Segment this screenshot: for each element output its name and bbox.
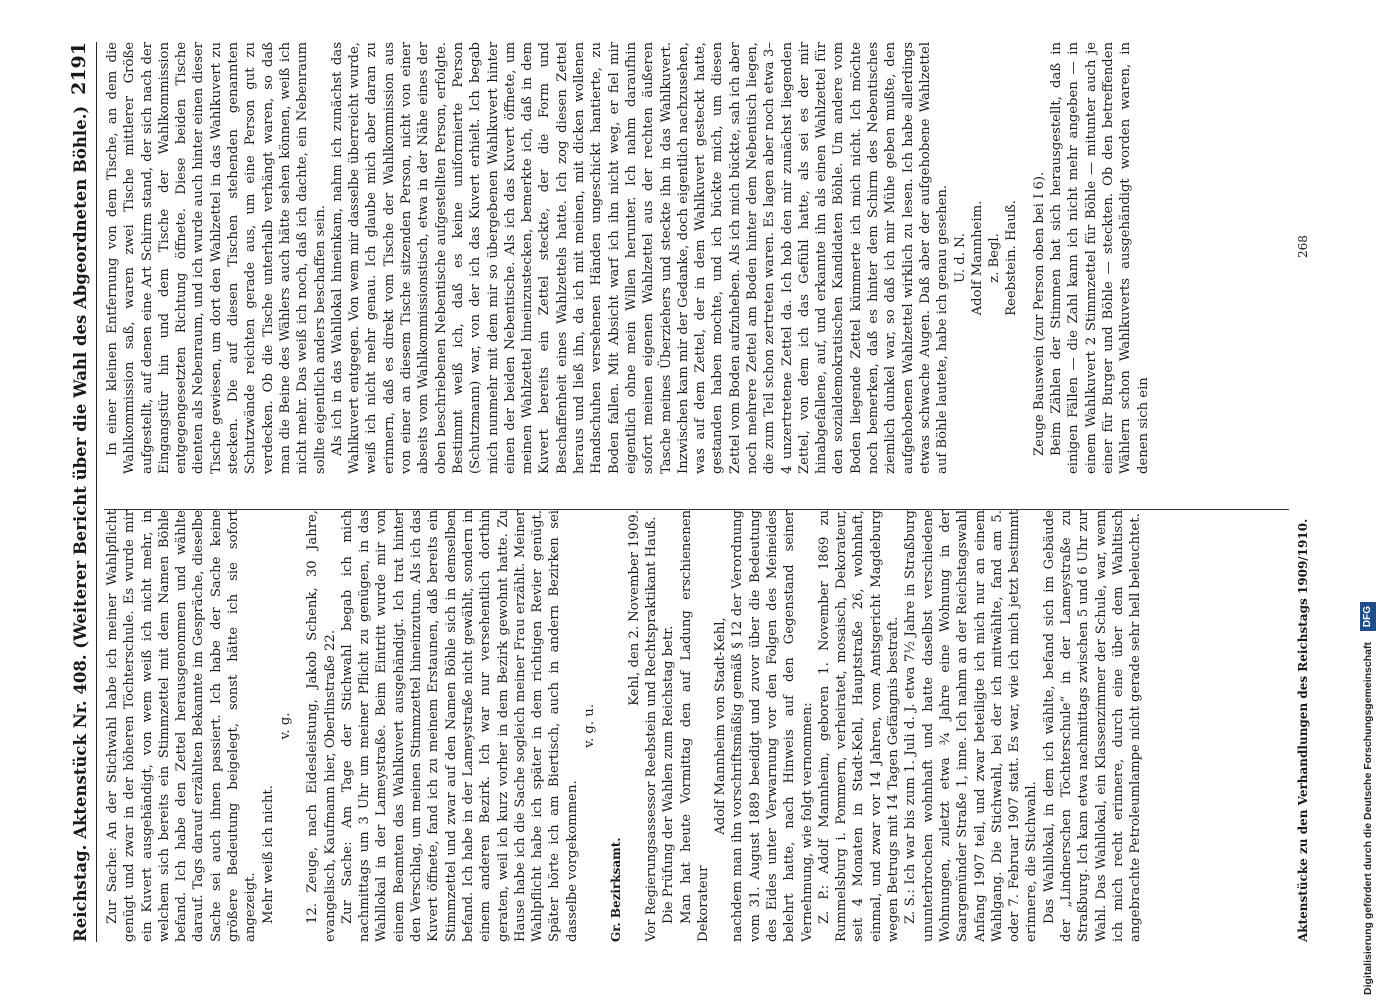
header-title: Reichstag. Aktenstück Nr. 408. (Weiterer Bericht über die Wahl des Abgeordneten Böhle.)	[71, 105, 90, 942]
right-column	[104, 42, 1289, 474]
signature-line: v. g. u.	[582, 704, 598, 748]
paragraph: Zeuge Bauswein (zur Person oben bei I 6).	[1031, 171, 1047, 456]
footer-page-number: 268	[1296, 235, 1310, 258]
paragraph: 12. Zeuge, nach Eidesleistung, Jakob Schenk, 30 Jahre, evangelisch, Kaufmann hier, Oberlinstraße 22.	[305, 510, 338, 942]
place-date: Kehl, den 2. November 1909.	[626, 510, 642, 706]
signature-name: Adolf Mannheim.	[969, 200, 985, 316]
paragraph: Das Wahllokal, in dem ich wählte, befand sich im Gebäude der „Lindnerschen Töchterschule“ in der Lameystraße zu Straßburg. Ich kam etwa nachmittags zwischen 5 und 6 Uhr zur Wahl. Das Wahllokal, ein Klassenzimmer der Schule, war, wenn ich mich recht erinnere, durch eine über dem Wahltisch angebrachte Petroleumlampe nicht gerade sehr hell beleuchtet.	[1041, 510, 1144, 942]
paragraph: Man hat heute Vormittag den auf Ladung erschienenen Dekorateur	[678, 510, 711, 942]
dfg-logo: DFG	[1360, 602, 1376, 631]
witness-name: Adolf Mannheim von Stadt-Kehl,	[713, 617, 729, 835]
signature-names: Reebstein. Hauß.	[1004, 200, 1020, 316]
header-page-number: 2191	[68, 42, 90, 95]
certification: z. Begl.	[987, 233, 1003, 283]
column-separator	[104, 509, 1289, 510]
funding-credit: Digitalisierung gefördert durch die Deutsche Forschungsgemeinschaft	[1362, 642, 1374, 995]
paragraph: Die Prüfung der Wahlen zum Reichstag betr.	[661, 625, 677, 924]
paragraph: Als ich in das Wahllokal hineinkam, nahm ich zunächst das Wahlkuvert entgegen. Von wem mir dasselbe überreicht wurde, weiß ich nicht mehr genau. Ich glaube mich aber daran zu erinnern, daß es direkt vom Tische der Wahlkommission aus von einer an diesem Tische sitzenden Person, nicht von einer abseits vom Wahlkommissionstisch, etwa in der Nähe eines der oben beschriebenen Nebentische aufgestellten Person, erfolgte. Bestimmt weiß ich, daß es keine uniformierte Person (Schutzmann) war, von der ich das Kuvert erhielt. Ich begab mich nunmehr mit dem mir so übergebenen Wahlkuvert hinter einen der beiden Nebentische. Als ich das Kuvert öffnete, um meinen Wahlzettel hineinzustecken, bemerkte ich, daß in dem Kuvert bereits ein Zettel steckte, der die Form und Beschaffenheit eines Wahlzettels hatte. Ich zog diesen Zettel heraus und ließ ihn, da ich mit meinen, mit dicken wollenen Handschuhen versehenen Händen ungeschickt hantierte, zu Boden fallen. Mit Absicht warf ich ihn nicht weg, er fiel mir eigentlich ohne mein Willen herunter. Ich nahm daraufhin sofort meinen eigenen Wahlzettel aus der rechten äußeren Tasche meines Überziehers und steckte ihn in das Wahlkuvert. Inzwischen kam mir der Gedanke, doch eigentlich nachzusehen, was auf dem Zettel, der in dem Wahlkuvert gesteckt hatte, gestanden haben mochte, und ich bückte mich, um diesen Zettel vom Boden aufzuheben. Als ich mich bückte, sah ich aber noch mehrere Zettel am Boden hinter dem Nebentisch liegen, die zum Teil schon zertreten waren. Es lagen aber noch etwa 3–4 unzertretene Zettel da. Ich hob den mir zunächst liegenden Zettel, von dem ich das Gefühl hatte, als sei es der mir hinabgefallene, auf, und erkannte ihn als einen Wahlzettel für den sozialdemokratischen Kandidaten Böhle. Um andere vom Boden liegende Zettel kümmerte ich mich nicht. Ich möchte noch bemerken, daß es hinter dem Schirm des Nebentisches ziemlich dunkel war, so daß ich mir Mühe geben mußte, den aufgehobenen Wahlzettel wirklich zu lesen. Ich habe allerdings etwas schwache Augen. Daß aber der aufgehobene Wahlzettel auf Böhle lautete, habe ich genau gesehen.	[329, 42, 951, 474]
paragraph: In einer kleinen Entfernung von dem Tische, an dem die Wahlkommission saß, waren zwei Tische mittlerer Größe aufgestellt, auf denen eine Art Schirm stand, der sich nach der Eingangstür hin und dem Tische der Wahlkommission entgegengesetzten Richtung öffnete. Diese beiden Tische dienten als Nebenraum, und ich wurde auch hinter einen dieser Tische gewiesen, um dort den Wahlzettel in das Wahlkuvert zu stecken. Die auf diesen Tischen stehenden genannten Schutzwände reichten gerade aus, um eine Person gut zu verdecken. Ob die Tische unterhalb verhängt waren, so daß man die Beine des Wählers auch hätte sehen können, weiß ich nicht mehr. Das weiß ich noch, daß ich dachte, ein Nebenraum sollte eigentlich anders beschaffen sein.	[105, 42, 328, 474]
paragraph: Zur Sache: Am Tage der Stichwahl begab ich mich nachmittags um 3 Uhr um meiner Pflicht zu genügen, in das Wahllokal in der Lameystraße. Beim Eintritt wurde mir von einem Beamten das Wahlkuvert ausgehändigt. Ich trat hinter den Verschlag, um meinen Stimmzettel hineinzutun. Als ich das Kuvert öffnete, fand ich zu meinem Erstaunen, daß bereits ein Stimmzettel und zwar auf den Namen Böhle sich in demselben befand. Ich habe in der Lameystraße nicht gewählt, sondern in einem anderen Bezirk. Ich war nur versehentlich dorthin geraten, weil ich kurz vorher in dem Bezirk gewohnt hatte. Zu Hause habe ich die Sache sogleich meiner Frau erzählt. Meiner Wahlpflicht habe ich später in dem richtigen Revier genügt. Später hörte ich am Biertisch, auch in andern Bezirken sei dasselbe vorgekommen.	[339, 510, 580, 942]
left-column	[104, 510, 1289, 942]
dfg-credit-strip	[1358, 5, 1378, 995]
signature-line: U. d. N.	[952, 233, 968, 283]
page-header	[62, 42, 97, 942]
signature-line: v. g.	[277, 712, 293, 740]
paragraph: Z. S.: Ich war bis zum 1. Juli d. J. etwa 7½ Jahre in Straßburg ununterbrochen wohnhaft und hatte daselbst verschiedene Wohnungen, zuletzt etwa ¾ Jahre eine Wohnung in der Saargemünder Straße 1, inne. Ich nahm an der Reichstagswahl Anfang 1907 teil, und zwar beteiligte ich mich nur an einem Wahlgang. Die Stichwahl, bei der ich mitwählte, fand am 5. oder 7. Februar 1907 statt. Es war, wie ich mich jetzt bestimmt erinnere, die Stichwahl.	[903, 510, 1040, 942]
paragraph: Beim Zählen der Stimmen hat sich herausgestellt, daß in einigen Fällen — die Zahl kann ich nicht mehr angeben — in einem Wahlkuvert 2 Stimmzettel für Böhle — mitunter auch je einer für Burger und Böhle — steckten. Ob den betreffenden Wählern schon Wahlkuverts ausgehändigt worden waren, in denen sich ein	[1049, 42, 1151, 474]
paragraph: Vor Regierungsassessor Reebstein und Rechtspraktikant Hauß.	[643, 516, 659, 942]
footer-source: Aktenstücke zu den Verhandlungen des Reichstags 1909/1910.	[1296, 518, 1310, 942]
paragraph: Z. P.: Adolf Mannheim, geboren 1. November 1869 zu Rummelsburg i. Pommern, verheiratet, mosaisch, Dekorateur, seit 4 Monaten in Stadt-Kehl, Hauptstraße 26, wohnhaft, einmal, und zwar vor 14 Jahren, vom Amtsgericht Magdeburg wegen Betrugs mit 14 Tagen Gefängnis bestraft.	[816, 510, 902, 942]
paragraph: nachdem man ihn vorschriftsmäßig gemäß § 12 der Verordnung vom 31. August 1889 beeidigt und zuvor über die Bedeutung des Eides unter Verwarnung vor den Folgen des Meineides belehrt hatte, nach Hinweis auf den Gegenstand seiner Vernehmung, wie folgt vernommen:	[730, 510, 815, 942]
paragraph: Mehr weiß ich nicht.	[260, 785, 276, 924]
paragraph: Zur Sache: An der Stichwahl habe ich meiner Wahlpflicht genügt und zwar in der höheren Töchterschule. Es wurde mir ein Kuvert ausgehändigt, von wem weiß ich nicht mehr, in welchem sich bereits ein Stimmzettel mit dem Namen Böhle befand. Ich habe den Zettel herausgenommen und wählte darauf. Tags darauf erzählten Bekannte im Gespräche, dieselbe Sache sei auch ihnen passiert. Ich habe der Sache keine größere Bedeutung beigelegt, sonst hätte ich sie sofort angezeigt.	[105, 510, 259, 942]
office-name: Gr. Bezirksamt.	[609, 837, 624, 942]
